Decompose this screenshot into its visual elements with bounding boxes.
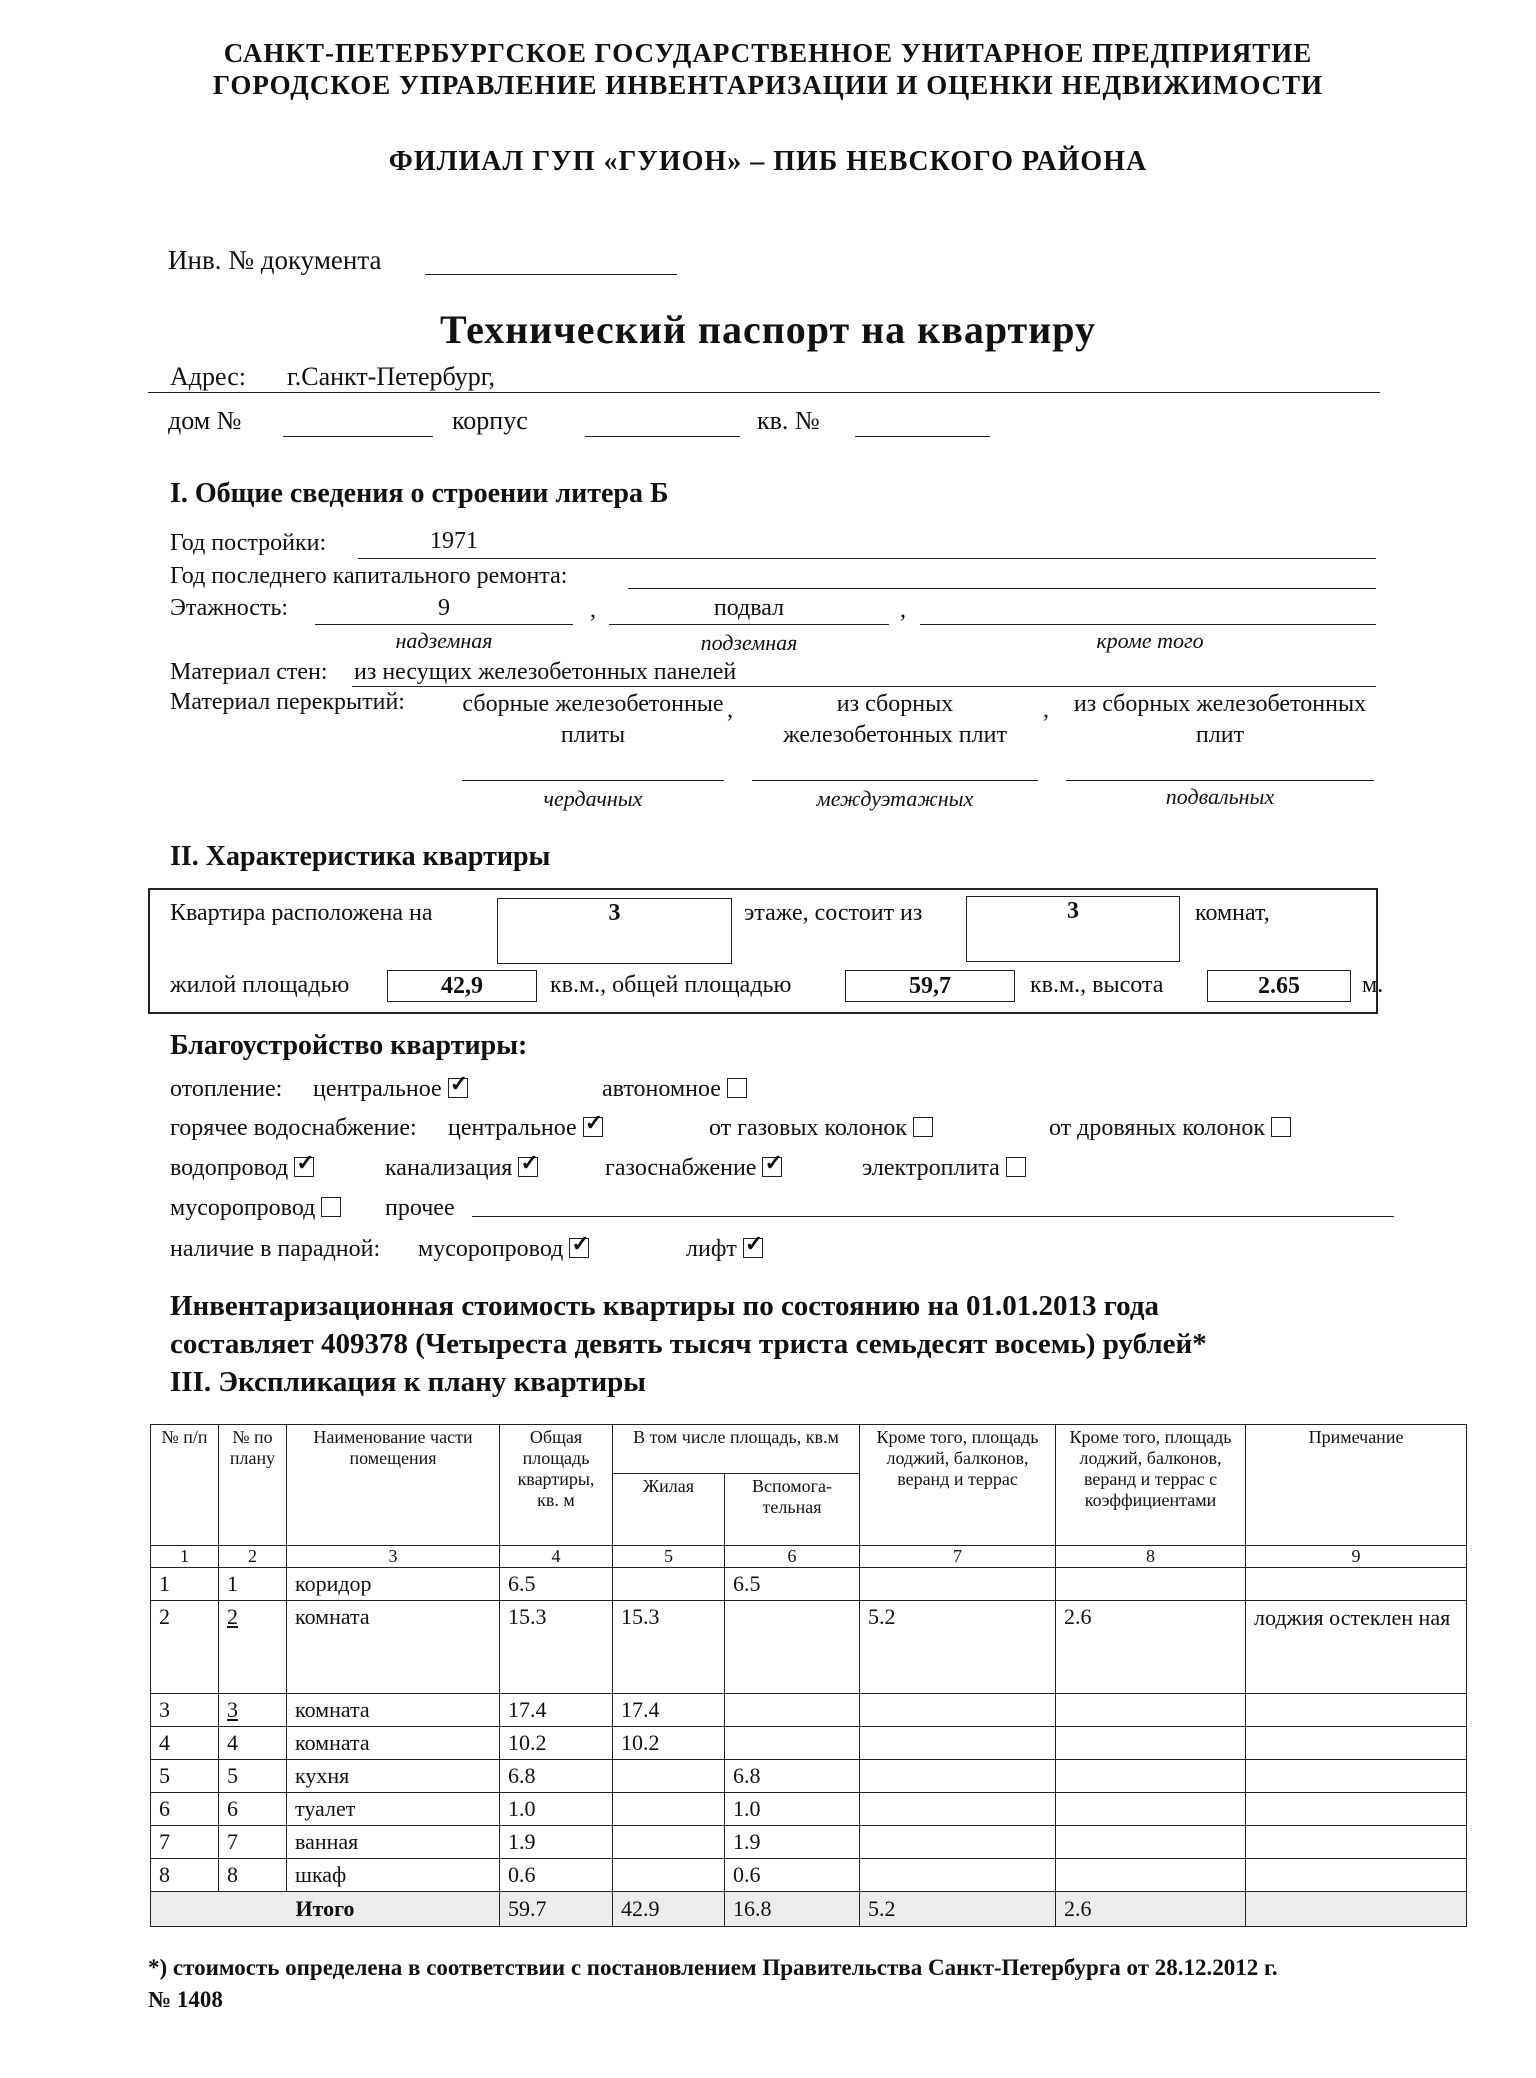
table-row: [151, 1727, 1467, 1760]
rooms-value: 3: [966, 896, 1180, 962]
section2-title: II. Характеристика квартиры: [170, 841, 551, 872]
cell-p: 8: [219, 1859, 287, 1892]
cell-coef: [1056, 1760, 1246, 1793]
chute: мусоропровод: [170, 1195, 341, 1222]
cell-p: 5: [219, 1760, 287, 1793]
cell-coef: 2.6: [1056, 1601, 1246, 1694]
cell-living: 15.3: [613, 1601, 725, 1694]
total-total: 59.7: [500, 1892, 613, 1927]
heating-central-checkbox[interactable]: [448, 1078, 468, 1098]
cell-n: 8: [151, 1859, 219, 1892]
hotwater-gas: от газовых колонок: [709, 1115, 933, 1142]
table-row: [151, 1793, 1467, 1826]
cell-coef: [1056, 1826, 1246, 1859]
cell-total: 1.0: [500, 1793, 613, 1826]
total-extra: 5.2: [860, 1892, 1056, 1927]
cell-p: 2: [219, 1601, 287, 1694]
cell-n: 1: [151, 1568, 219, 1601]
cell-total: 6.5: [500, 1568, 613, 1601]
col-header-name: Наименование части помещения: [287, 1425, 500, 1546]
walls-value: из несущих железобетонных панелей: [354, 659, 737, 685]
hotwater-wood-checkbox[interactable]: [1271, 1117, 1291, 1137]
floors-under-value: подвал: [713, 595, 785, 621]
amenities-title: Благоустройство квартиры:: [170, 1030, 528, 1061]
cell-name: комната: [287, 1601, 500, 1694]
cell-coef: [1056, 1694, 1246, 1727]
footnote-line1: *) стоимость определена в соответствии с постановлением Правительства Санкт-Петербурга от 28.12.2012 г.: [148, 1955, 1278, 1980]
sewer-checkbox[interactable]: [518, 1157, 538, 1177]
cell-aux: [725, 1601, 860, 1694]
korpus-field: [585, 436, 740, 437]
heating-autonomous: автономное: [602, 1076, 747, 1103]
cell-aux: [725, 1694, 860, 1727]
cell-aux: 1.0: [725, 1793, 860, 1826]
heating-autonomous-checkbox[interactable]: [727, 1078, 747, 1098]
cell-living: [613, 1760, 725, 1793]
col-header-extra: Кроме того, площадь лоджий, балконов, веранд и террас: [860, 1425, 1056, 1546]
lobby-lift-checkbox[interactable]: [743, 1238, 763, 1258]
address-line: [148, 392, 1380, 393]
korpus-label: корпус: [452, 406, 528, 435]
lobby-lift: лифт✓: [686, 1236, 763, 1263]
hotwater-central-checkbox[interactable]: [583, 1117, 603, 1137]
footnote-line2: № 1408: [148, 1987, 223, 2012]
lobby-chute: мусоропровод✓: [418, 1236, 589, 1263]
cell-name: шкаф: [287, 1859, 500, 1892]
year-label: Год постройки:: [170, 530, 327, 556]
floors-above-value: 9: [438, 595, 450, 621]
cell-n: 3: [151, 1694, 219, 1727]
cell-extra: [860, 1859, 1056, 1892]
cell-aux: 6.5: [725, 1568, 860, 1601]
cell-living: [613, 1793, 725, 1826]
section3-title: III. Экспликация к плану квартиры: [170, 1366, 646, 1398]
cell-note: [1246, 1694, 1467, 1727]
year-value: 1971: [430, 528, 478, 554]
cell-p: 7: [219, 1826, 287, 1859]
cell-coef: [1056, 1859, 1246, 1892]
col-header-living: Жилая: [613, 1474, 725, 1546]
cell-aux: 1.9: [725, 1826, 860, 1859]
cell-living: [613, 1568, 725, 1601]
year-line: [358, 558, 1376, 559]
cell-note: [1246, 1568, 1467, 1601]
house-field: [283, 436, 433, 437]
gas-checkbox[interactable]: [762, 1157, 782, 1177]
total-coef: 2.6: [1056, 1892, 1246, 1927]
inv-field: [425, 274, 677, 275]
cell-note: [1246, 1826, 1467, 1859]
floors-label: Этажность:: [170, 595, 289, 621]
cell-name: комната: [287, 1727, 500, 1760]
cell-n: 7: [151, 1826, 219, 1859]
caption-also: кроме того: [1096, 628, 1204, 653]
valuation-line1: Инвентаризационная стоимость квартиры по состоянию на 01.01.2013 года: [170, 1290, 1160, 1322]
floor-value: 3: [497, 898, 732, 964]
cell-p: 1: [219, 1568, 287, 1601]
cell-total: 10.2: [500, 1727, 613, 1760]
water: водопровод✓: [170, 1155, 314, 1182]
total-living: 42.9: [613, 1892, 725, 1927]
cell-coef: [1056, 1793, 1246, 1826]
cell-total: 6.8: [500, 1760, 613, 1793]
cell-extra: [860, 1727, 1056, 1760]
cell-living: [613, 1826, 725, 1859]
col-header-coef: Кроме того, площадь лоджий, балконов, веранд и террас с коэффициентами: [1056, 1425, 1246, 1546]
cell-n: 4: [151, 1727, 219, 1760]
material-base: из сборных железобетонных плит: [1073, 691, 1367, 748]
kv-label: кв. №: [757, 406, 820, 435]
floors-material-label: Материал перекрытий:: [170, 689, 405, 715]
cell-n: 2: [151, 1601, 219, 1694]
cell-living: 17.4: [613, 1694, 725, 1727]
table-row: [151, 1826, 1467, 1859]
caption-above: надземная: [395, 628, 493, 653]
cell-name: туалет: [287, 1793, 500, 1826]
cell-total: 0.6: [500, 1859, 613, 1892]
cell-living: 10.2: [613, 1727, 725, 1760]
table-row: [151, 1859, 1467, 1892]
caption-inter: междуэтажных: [816, 786, 974, 811]
caption-attic: чердачных: [543, 786, 643, 811]
cell-extra: [860, 1694, 1056, 1727]
col-header-plan: № по плану: [219, 1425, 287, 1546]
cell-n: 5: [151, 1760, 219, 1793]
section1-title: I. Общие сведения о строении литера Б: [170, 478, 669, 509]
cell-note: [1246, 1793, 1467, 1826]
cell-extra: [860, 1760, 1056, 1793]
heating-central: центральное✓: [313, 1076, 468, 1103]
col-header-total: Общая площадь квартиры, кв. м: [500, 1425, 613, 1546]
col-header-note: Примечание: [1246, 1425, 1467, 1546]
valuation-line2: составляет 409378 (Четыреста девять тысяч триста семьдесят восемь) рублей*: [170, 1328, 1207, 1360]
org-name-line2: ГОРОДСКОЕ УПРАВЛЕНИЕ ИНВЕНТАРИЗАЦИИ И ОЦЕНКИ НЕДВИЖИМОСТИ: [212, 70, 1324, 100]
inv-label: Инв. № документа: [168, 245, 382, 275]
lobby-chute-checkbox[interactable]: [569, 1238, 589, 1258]
house-label: дом №: [168, 406, 242, 435]
total-label: Итого: [151, 1892, 500, 1927]
walls-label: Материал стен:: [170, 659, 328, 685]
table-row: [151, 1601, 1467, 1694]
cell-n: 6: [151, 1793, 219, 1826]
cell-name: коридор: [287, 1568, 500, 1601]
hotwater-central: центральное✓: [448, 1115, 603, 1142]
cell-total: 1.9: [500, 1826, 613, 1859]
cell-p: 6: [219, 1793, 287, 1826]
total-area-value: 59,7: [845, 970, 1015, 1002]
height-value: 2.65: [1207, 970, 1351, 1002]
cell-living: [613, 1859, 725, 1892]
hotwater-wood: от дровяных колонок: [1049, 1115, 1291, 1142]
total-aux: 16.8: [725, 1892, 860, 1927]
gas: газоснабжение✓: [605, 1155, 782, 1182]
cell-note: лоджия остеклен ная: [1246, 1601, 1467, 1694]
material-attic: сборные железобетонные плиты: [462, 691, 724, 748]
cell-p: 3: [219, 1694, 287, 1727]
branch-name: ФИЛИАЛ ГУП «ГУИОН» – ПИБ НЕВСКОГО РАЙОНА: [388, 146, 1148, 177]
cell-extra: [860, 1826, 1056, 1859]
other-field: [472, 1216, 1394, 1217]
cell-name: комната: [287, 1694, 500, 1727]
cell-aux: 6.8: [725, 1760, 860, 1793]
caption-under: подземная: [700, 630, 798, 655]
estove: электроплита: [862, 1155, 1026, 1182]
cell-total: 15.3: [500, 1601, 613, 1694]
chute-checkbox[interactable]: [321, 1197, 341, 1217]
cell-total: 17.4: [500, 1694, 613, 1727]
caption-base: подвальных: [1165, 784, 1275, 809]
cell-note: [1246, 1727, 1467, 1760]
hotwater-gas-checkbox[interactable]: [913, 1117, 933, 1137]
table-row: [151, 1760, 1467, 1793]
col-header-aux: Вспомога-тельная: [725, 1474, 860, 1546]
cell-aux: [725, 1727, 860, 1760]
cell-note: [1246, 1760, 1467, 1793]
kv-field: [855, 436, 990, 437]
cell-extra: [860, 1793, 1056, 1826]
cell-extra: 5.2: [860, 1601, 1056, 1694]
sewer: канализация✓: [385, 1155, 538, 1182]
cell-note: [1246, 1859, 1467, 1892]
cell-coef: [1056, 1727, 1246, 1760]
org-name-line1: САНКТ-ПЕТЕРБУРГСКОЕ ГОСУДАРСТВЕННОЕ УНИТАРНОЕ ПРЕДПРИЯТИЕ: [223, 38, 1313, 68]
cell-name: кухня: [287, 1760, 500, 1793]
repair-label: Год последнего капитального ремонта:: [170, 563, 568, 589]
cell-aux: 0.6: [725, 1859, 860, 1892]
table-row: [151, 1568, 1467, 1601]
water-checkbox[interactable]: [294, 1157, 314, 1177]
cell-extra: [860, 1568, 1056, 1601]
address-value: г.Санкт-Петербург,: [287, 362, 496, 391]
estove-checkbox[interactable]: [1006, 1157, 1026, 1177]
material-inter: из сборных железобетонных плит: [783, 691, 1007, 748]
cell-p: 4: [219, 1727, 287, 1760]
table-row: [151, 1694, 1467, 1727]
cell-name: ванная: [287, 1826, 500, 1859]
explication-table: № п/п № по плану Наименование части помещения Общая площадь квартиры, кв. м В том числе площадь, кв.м Кроме того, площадь лоджий, балконов, веранд и террас Кроме того, площадь лоджий, балконов, веранд и террас с коэффициентами Примечание Жилая Вспомога-тельная 1 2 3 4 5 6 7 8 9 1 1 коридор 6.5 6.5 2 2 комната 15.3 15.3 5.2 2.6 лоджия остеклен ная 3 3 комната 17.4 17.4 4 4 комната 10.2 10.2 5 5 кухня 6.8 6.8 6 6 туалет 1.0 1.0 7 7 ванная 1.9 1.9 8 8 шкаф 0.6 0.6 Итого 59.7 42.9 16.8 5.2 2.6: [150, 1424, 1467, 1927]
address-label: Адрес:: [170, 362, 246, 391]
repair-line: [628, 588, 1376, 589]
col-header-n: № п/п: [151, 1425, 219, 1546]
cell-coef: [1056, 1568, 1246, 1601]
living-area-value: 42,9: [387, 970, 537, 1002]
total-row: [151, 1892, 1467, 1927]
doc-title: Технический паспорт на квартиру: [440, 307, 1096, 352]
col-header-incl: В том числе площадь, кв.м: [613, 1425, 860, 1474]
